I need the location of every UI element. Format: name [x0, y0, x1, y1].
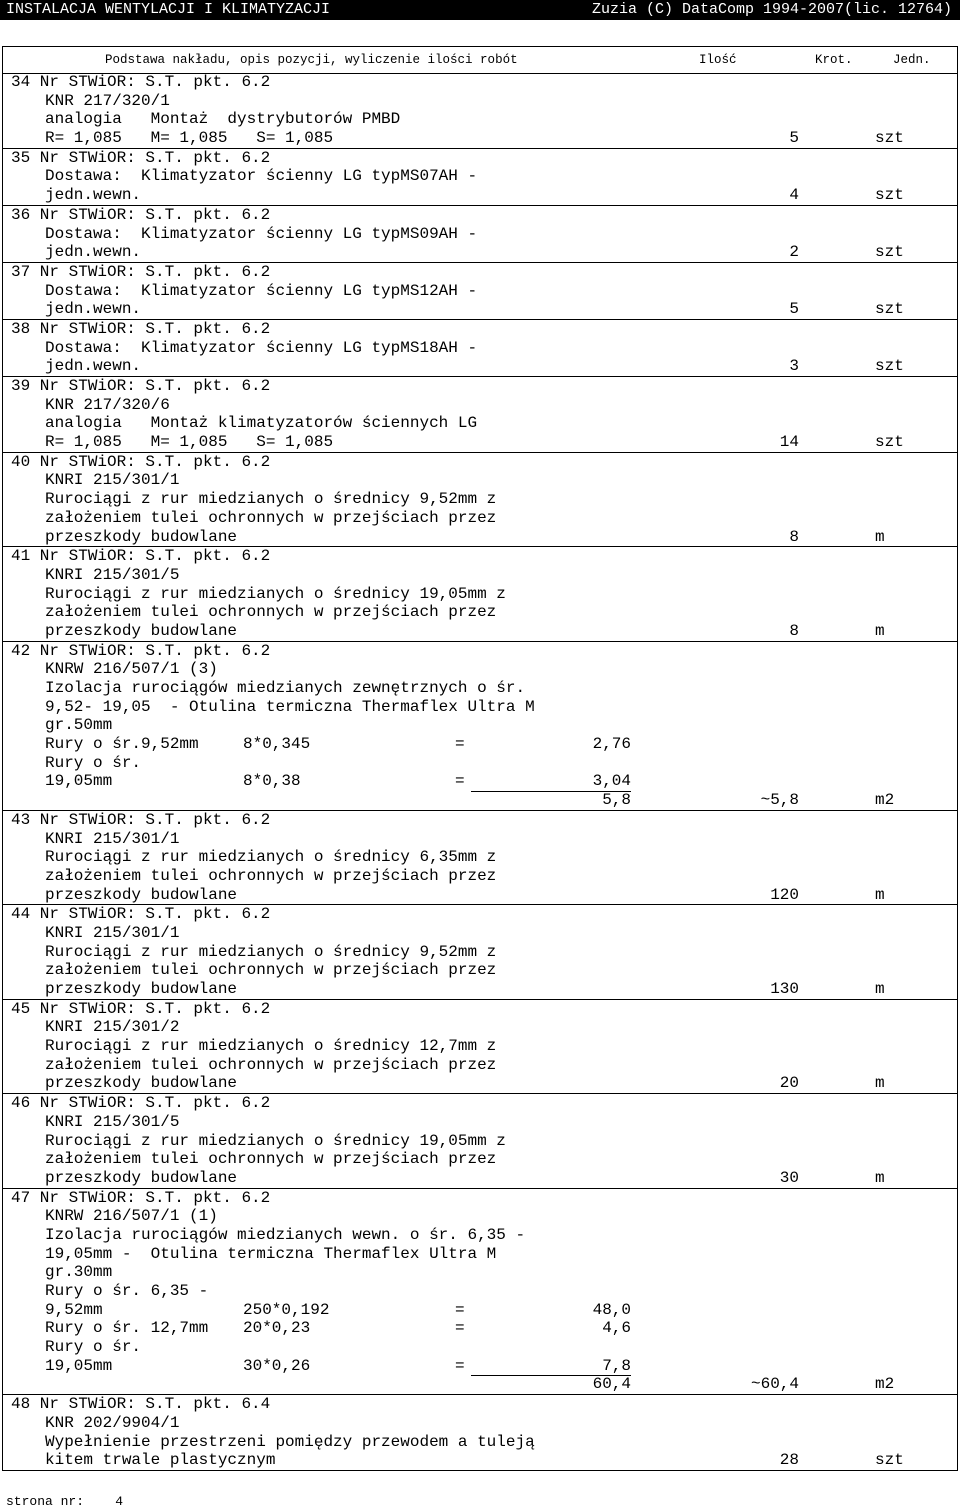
position-description: Dostawa: Klimatyzator ścienny LG typMS12AH - [45, 281, 478, 300]
entry-line [3, 129, 957, 148]
position-number: 37 Nr STWiOR: S.T. pkt. 6.2 [11, 262, 271, 281]
position-number: 35 Nr STWiOR: S.T. pkt. 6.2 [11, 148, 271, 167]
position-entry [3, 1000, 957, 1094]
position-number: 43 Nr STWiOR: S.T. pkt. 6.2 [11, 810, 271, 829]
entry-line [3, 1094, 957, 1113]
entry-line [3, 1395, 957, 1414]
calc-formula: 20*0,23 [243, 1319, 311, 1338]
column-desc: Podstawa nakładu, opis pozycji, wyliczenie ilości robót [105, 53, 518, 67]
position-description: KNR 202/9904/1 [45, 1413, 180, 1432]
position-unit: szt [875, 129, 904, 148]
position-entry [3, 1189, 957, 1396]
position-description: KNRI 215/301/5 [45, 1112, 180, 1131]
position-entry [3, 811, 957, 905]
position-number: 46 Nr STWiOR: S.T. pkt. 6.2 [11, 1094, 271, 1113]
position-quantity: 14 [779, 433, 799, 452]
entry-line [3, 282, 957, 301]
entry-line [3, 698, 957, 717]
position-entry [3, 73, 957, 149]
position-description: założeniem tulei ochronnych w przejściach przez [45, 1150, 497, 1169]
entry-line [3, 1451, 957, 1470]
position-entry [3, 642, 957, 811]
position-quantity: 8 [789, 527, 799, 546]
entry-line [3, 1226, 957, 1245]
position-unit: m2 [875, 791, 895, 810]
position-description: Rurociągi z rur miedzianych o średnicy 19,05mm z [45, 1131, 506, 1150]
entry-line [3, 585, 957, 604]
position-description: założeniem tulei ochronnych w przejściach przez [45, 603, 497, 622]
column-header-row [2, 46, 958, 74]
entry-line [3, 225, 957, 244]
position-description: przeszkody budowlane [45, 885, 238, 904]
entry-line [3, 414, 957, 433]
column-unit: Jedn. [893, 53, 931, 67]
entry-line [3, 791, 957, 810]
entry-line [3, 320, 957, 339]
position-entry [3, 1094, 957, 1188]
entry-line [3, 1282, 957, 1301]
entry-line [3, 1018, 957, 1037]
entry-line [3, 1132, 957, 1151]
position-number: 42 Nr STWiOR: S.T. pkt. 6.2 [11, 641, 271, 660]
entry-line [3, 660, 957, 679]
position-description: Rurociągi z rur miedzianych o średnicy 6,35mm z [45, 848, 497, 867]
position-description: założeniem tulei ochronnych w przejściach przez [45, 508, 497, 527]
position-number: 48 Nr STWiOR: S.T. pkt. 6.4 [11, 1395, 271, 1414]
position-entry [3, 263, 957, 320]
position-description: KNRI 215/301/2 [45, 1018, 180, 1037]
position-entry [3, 206, 957, 263]
position-unit: szt [875, 433, 904, 452]
entry-line [3, 642, 957, 661]
calc-sum: 5,8 [602, 791, 631, 810]
position-unit: m [875, 527, 885, 546]
calc-value: 48,0 [592, 1300, 631, 1319]
position-description: jedn.wewn. [45, 243, 142, 262]
position-description: KNR 217/320/1 [45, 91, 170, 110]
calc-value: 3,04 [471, 772, 631, 792]
calc-formula: 8*0,38 [243, 772, 301, 791]
calc-label: Rury o śr. 6,35 - [45, 1282, 209, 1300]
position-description: przeszkody budowlane [45, 980, 238, 998]
position-description: jedn.wewn. [45, 300, 142, 319]
position-description: gr.30mm [45, 1263, 113, 1282]
position-description: KNRI 215/301/1 [45, 923, 180, 942]
position-description: R= 1,085 M= 1,085 S= 1,085 [45, 129, 334, 148]
entry-line [3, 490, 957, 509]
position-description: KNRI 215/301/1 [45, 471, 180, 490]
page-number: 4 [115, 1494, 124, 1509]
position-description: Wypełnienie przestrzeni pomiędzy przewodem a tuleją [45, 1432, 535, 1451]
position-description: Izolacja rurociągów miedzianych wewn. o śr. 6,35 - [45, 1225, 526, 1244]
calc-equals: = [455, 772, 465, 791]
position-number: 41 Nr STWiOR: S.T. pkt. 6.2 [11, 547, 271, 566]
position-number: 34 Nr STWiOR: S.T. pkt. 6.2 [11, 73, 271, 91]
entry-line [3, 377, 957, 396]
entry-line [3, 110, 957, 129]
position-description: Rurociągi z rur miedzianych o średnicy 12,7mm z [45, 1037, 497, 1056]
calc-value: 7,8 [471, 1357, 631, 1377]
calc-equals: = [455, 1356, 465, 1375]
position-description: Dostawa: Klimatyzator ścienny LG typMS07AH - [45, 167, 478, 186]
position-unit: m [875, 1168, 885, 1187]
position-unit: szt [875, 243, 904, 262]
position-description: 19,05mm - Otulina termiczna Thermaflex Ultra M [45, 1244, 497, 1263]
entry-line [3, 1113, 957, 1132]
entry-line [3, 867, 957, 886]
document-title: INSTALACJA WENTYLACJI I KLIMATYZACJI [6, 1, 331, 18]
position-description: Rurociągi z rur miedzianych o średnicy 9,52mm z [45, 490, 497, 509]
entry-line [3, 471, 957, 490]
position-description: KNR 217/320/6 [45, 395, 170, 414]
entry-line [3, 357, 957, 376]
position-description: R= 1,085 M= 1,085 S= 1,085 [45, 433, 334, 452]
position-unit: m2 [875, 1375, 895, 1394]
position-number: 39 Nr STWiOR: S.T. pkt. 6.2 [11, 377, 271, 395]
position-description: przeszkody budowlane [45, 621, 238, 640]
position-description: KNRI 215/301/1 [45, 829, 180, 848]
position-quantity: 5 [789, 129, 799, 148]
entry-line [3, 167, 957, 186]
position-unit: m [875, 1074, 885, 1093]
entry-line [3, 1207, 957, 1226]
position-description: KNRI 215/301/5 [45, 565, 180, 584]
entry-line [3, 547, 957, 566]
position-number: 44 Nr STWiOR: S.T. pkt. 6.2 [11, 905, 271, 924]
position-unit: szt [875, 300, 904, 319]
position-unit: szt [875, 186, 904, 205]
entry-line [3, 509, 957, 528]
entry-line [3, 339, 957, 358]
entry-line [3, 848, 957, 867]
entry-line [3, 772, 957, 791]
calc-equals: = [455, 1319, 465, 1338]
calc-label: Rury o śr. [45, 753, 142, 772]
position-number: 45 Nr STWiOR: S.T. pkt. 6.2 [11, 999, 271, 1018]
entry-line [3, 186, 957, 205]
position-description: Rurociągi z rur miedzianych o średnicy 9,52mm z [45, 942, 497, 961]
entry-line [3, 1245, 957, 1264]
entry-line [3, 73, 957, 92]
position-entry [3, 905, 957, 999]
calc-equals: = [455, 1300, 465, 1319]
entry-line [3, 92, 957, 111]
calc-value: 2,76 [592, 735, 631, 754]
entry-line [3, 603, 957, 622]
entry-line [3, 206, 957, 225]
position-description: KNRW 216/507/1 (3) [45, 660, 218, 679]
entry-line [3, 1319, 957, 1338]
entry-line [3, 980, 957, 999]
entry-line [3, 943, 957, 962]
position-quantity: 130 [770, 980, 799, 998]
position-description: przeszkody budowlane [45, 527, 238, 546]
entry-line [3, 622, 957, 641]
entry-line [3, 1338, 957, 1357]
position-description: gr.50mm [45, 716, 113, 735]
entry-line [3, 1169, 957, 1188]
position-quantity: 28 [779, 1451, 799, 1470]
calc-label: 19,05mm [45, 1356, 113, 1375]
entry-line [3, 396, 957, 415]
position-description: 9,52- 19,05 - Otulina termiczna Thermaflex Ultra M [45, 697, 535, 716]
position-entry [3, 453, 957, 547]
position-unit: m [875, 621, 885, 640]
position-description: przeszkody budowlane [45, 1074, 238, 1093]
position-entry [3, 547, 957, 641]
page-footer [6, 1494, 123, 1509]
position-number: 47 Nr STWiOR: S.T. pkt. 6.2 [11, 1188, 271, 1207]
entry-line [3, 1357, 957, 1376]
entry-line [3, 1074, 957, 1093]
position-quantity: 8 [789, 621, 799, 640]
position-description: kitem trwale plastycznym [45, 1451, 276, 1470]
position-quantity: 5 [789, 300, 799, 319]
entry-line [3, 1263, 957, 1282]
calc-value: 4,6 [602, 1319, 631, 1338]
entry-line [3, 1150, 957, 1169]
entry-line [3, 679, 957, 698]
calc-label: Rury o śr.9,52mm [45, 735, 199, 754]
entry-line [3, 886, 957, 905]
position-description: jedn.wewn. [45, 186, 142, 205]
calc-sum: 60,4 [592, 1375, 631, 1394]
entry-line [3, 905, 957, 924]
position-number: 40 Nr STWiOR: S.T. pkt. 6.2 [11, 452, 271, 471]
calc-label: Rury o śr. [45, 1338, 142, 1357]
entry-line [3, 1000, 957, 1019]
position-quantity: 3 [789, 357, 799, 376]
entry-line [3, 528, 957, 547]
entry-line [3, 924, 957, 943]
position-description: jedn.wewn. [45, 357, 142, 376]
position-description: założeniem tulei ochronnych w przejściach przez [45, 961, 497, 980]
position-description: analogia Montaż klimatyzatorów ściennych LG [45, 414, 478, 433]
position-quantity: ~5,8 [760, 791, 799, 810]
position-entry [3, 1395, 957, 1470]
calc-label: Rury o śr. 12,7mm [45, 1319, 209, 1338]
position-entry [3, 377, 957, 453]
entry-line [3, 453, 957, 472]
position-unit: szt [875, 357, 904, 376]
entry-line [3, 830, 957, 849]
position-unit: m [875, 885, 885, 904]
positions-table [2, 73, 958, 1471]
entry-line [3, 263, 957, 282]
column-qty: Ilość [699, 53, 737, 67]
entry-line [3, 716, 957, 735]
calc-formula: 250*0,192 [243, 1300, 330, 1319]
position-description: Dostawa: Klimatyzator ścienny LG typMS09AH - [45, 224, 478, 243]
calc-label: 19,05mm [45, 772, 113, 791]
entry-line [3, 961, 957, 980]
position-unit: szt [875, 1451, 904, 1470]
calc-formula: 8*0,345 [243, 735, 311, 754]
entry-line [3, 433, 957, 452]
position-description: Izolacja rurociągów miedzianych zewnętrznych o śr. [45, 679, 526, 697]
position-number: 36 Nr STWiOR: S.T. pkt. 6.2 [11, 205, 271, 224]
page-header [0, 0, 960, 20]
position-description: założeniem tulei ochronnych w przejściach przez [45, 866, 497, 885]
entry-line [3, 300, 957, 319]
calc-label: 9,52mm [45, 1300, 103, 1319]
position-description: założeniem tulei ochronnych w przejściach przez [45, 1055, 497, 1074]
position-description: analogia Montaż dystrybutorów PMBD [45, 110, 401, 129]
position-quantity: ~60,4 [750, 1375, 799, 1394]
entry-line [3, 149, 957, 168]
calc-formula: 30*0,26 [243, 1356, 311, 1375]
entry-line [3, 1301, 957, 1320]
position-quantity: 2 [789, 243, 799, 262]
position-quantity: 4 [789, 186, 799, 205]
entry-line [3, 1433, 957, 1452]
position-description: Dostawa: Klimatyzator ścienny LG typMS18AH - [45, 338, 478, 357]
entry-line [3, 1189, 957, 1208]
position-description: przeszkody budowlane [45, 1168, 238, 1187]
position-number: 38 Nr STWiOR: S.T. pkt. 6.2 [11, 319, 271, 338]
position-entry [3, 149, 957, 206]
column-krot: Krot. [815, 53, 853, 67]
position-quantity: 30 [779, 1168, 799, 1187]
position-quantity: 120 [770, 885, 799, 904]
position-quantity: 20 [779, 1074, 799, 1093]
entry-line [3, 735, 957, 754]
entry-line [3, 1056, 957, 1075]
page-number-label: strona nr: [6, 1494, 85, 1509]
position-unit: m [875, 980, 885, 998]
entry-line [3, 754, 957, 773]
software-license: Zuzia (C) DataComp 1994-2007(lic. 12764) [591, 1, 952, 18]
position-entry [3, 320, 957, 377]
entry-line [3, 1414, 957, 1433]
position-description: Rurociągi z rur miedzianych o średnicy 19,05mm z [45, 584, 506, 603]
calc-equals: = [455, 735, 465, 754]
entry-line [3, 1375, 957, 1394]
entry-line [3, 1037, 957, 1056]
entry-line [3, 566, 957, 585]
position-description: KNRW 216/507/1 (1) [45, 1207, 218, 1226]
entry-line [3, 243, 957, 262]
entry-line [3, 811, 957, 830]
